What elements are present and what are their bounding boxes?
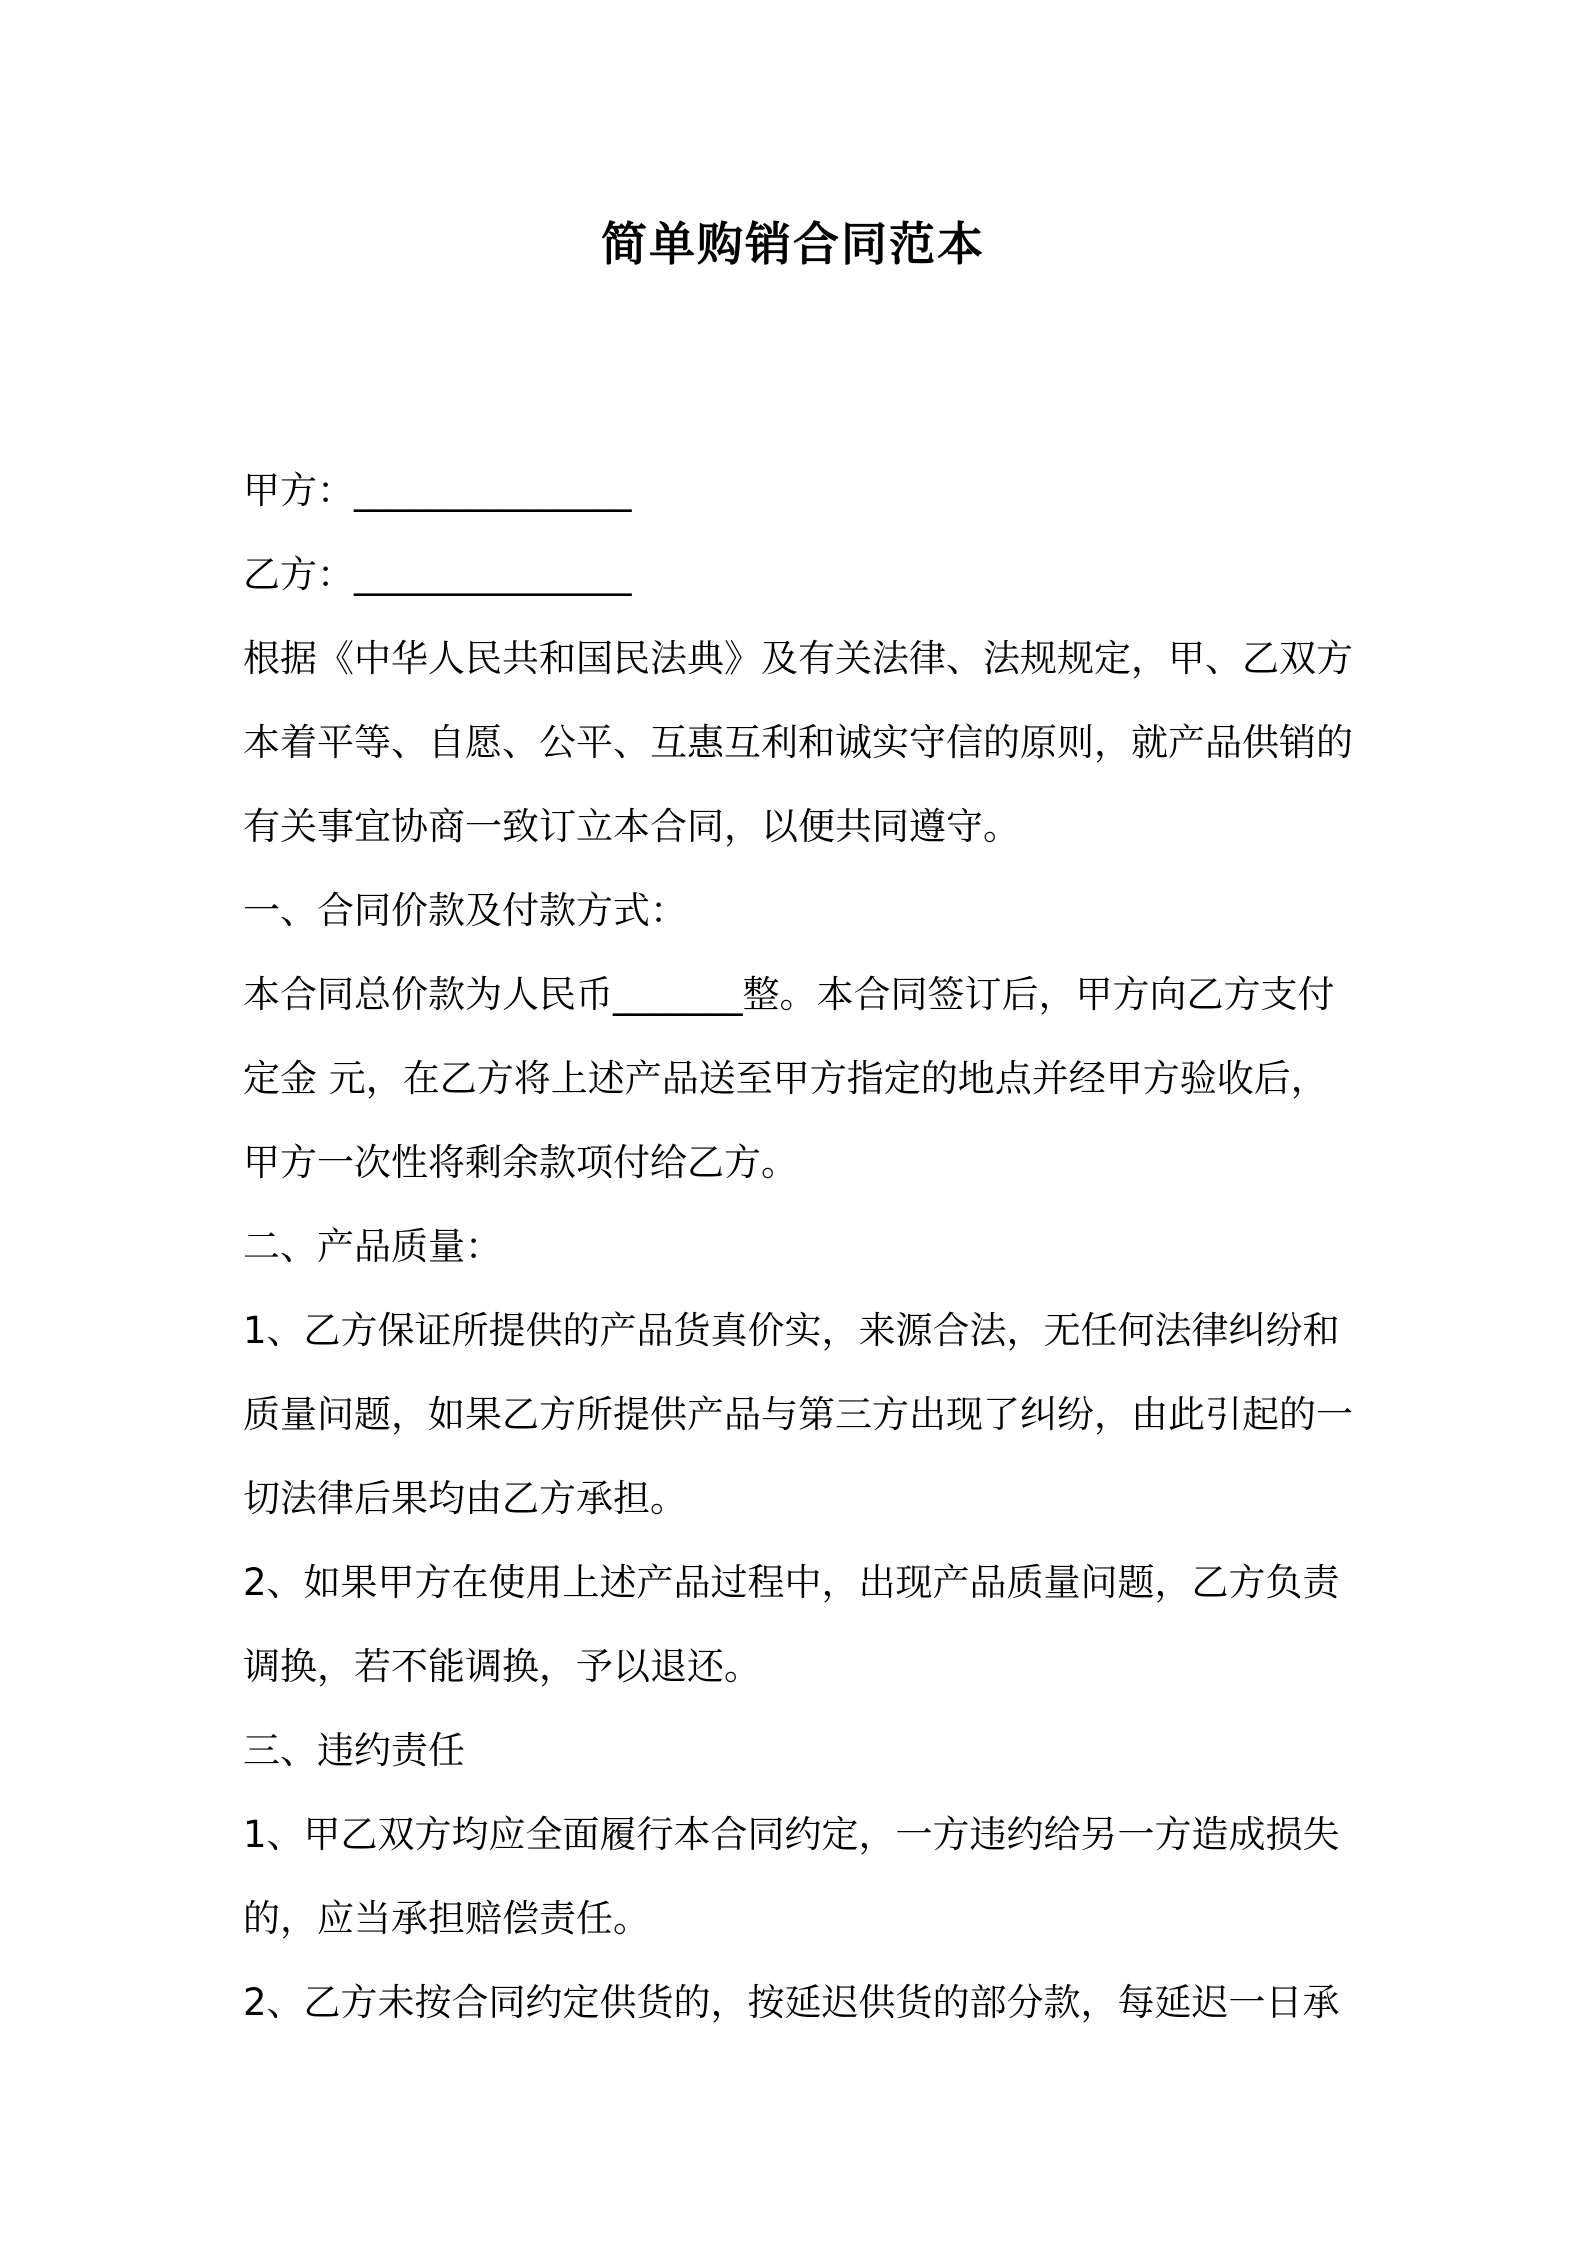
contract-body <box>243 449 1363 2045</box>
paragraph-line: 定金 元，在乙方将上述产品送至甲方指定的地点并经甲方验收后， <box>243 1057 1328 1100</box>
paragraph-line: 质量问题，如果乙方所提供产品与第三方出现了纠纷，由此引起的一 <box>243 1393 1353 1436</box>
preamble-line: 根据《中华人民共和国民法典》及有关法律、法规规定，甲、乙双方 <box>243 637 1353 680</box>
paragraph-line: 2、如果甲方在使用上述产品过程中，出现产品质量问题，乙方负责 <box>243 1561 1340 1604</box>
paragraph-line: 切法律后果均由乙方承担。 <box>243 1477 687 1520</box>
paragraph-line: 1、乙方保证所提供的产品货真价实，来源合法，无任何法律纠纷和 <box>243 1309 1340 1352</box>
paragraph-line: 2、乙方未按合同约定供货的，按延迟供货的部分款，每延迟一日承 <box>243 1981 1340 2024</box>
party-b-line: 乙方：_______________ <box>243 553 632 596</box>
paragraph-line: 甲方一次性将剩余款项付给乙方。 <box>243 1141 798 1184</box>
paragraph-line: 本合同总价款为人民币_______整。本合同签订后，甲方向乙方支付 <box>243 973 1335 1016</box>
section-heading-quality: 二、产品质量： <box>243 1225 502 1268</box>
section-heading-breach: 三、违约责任 <box>243 1729 465 1772</box>
paragraph-line: 1、甲乙双方均应全面履行本合同约定，一方违约给另一方造成损失 <box>243 1813 1340 1856</box>
preamble-line: 本着平等、自愿、公平、互惠互利和诚实守信的原则，就产品供销的 <box>243 721 1353 764</box>
section-heading-price: 一、合同价款及付款方式： <box>243 889 687 932</box>
page-title: 简单购销合同范本 <box>601 217 985 271</box>
paragraph-line: 的，应当承担赔偿责任。 <box>243 1897 650 1940</box>
preamble-line: 有关事宜协商一致订立本合同，以便共同遵守。 <box>243 805 1020 848</box>
paragraph-line: 调换，若不能调换，予以退还。 <box>243 1645 761 1688</box>
party-a-line: 甲方：_______________ <box>243 469 632 512</box>
